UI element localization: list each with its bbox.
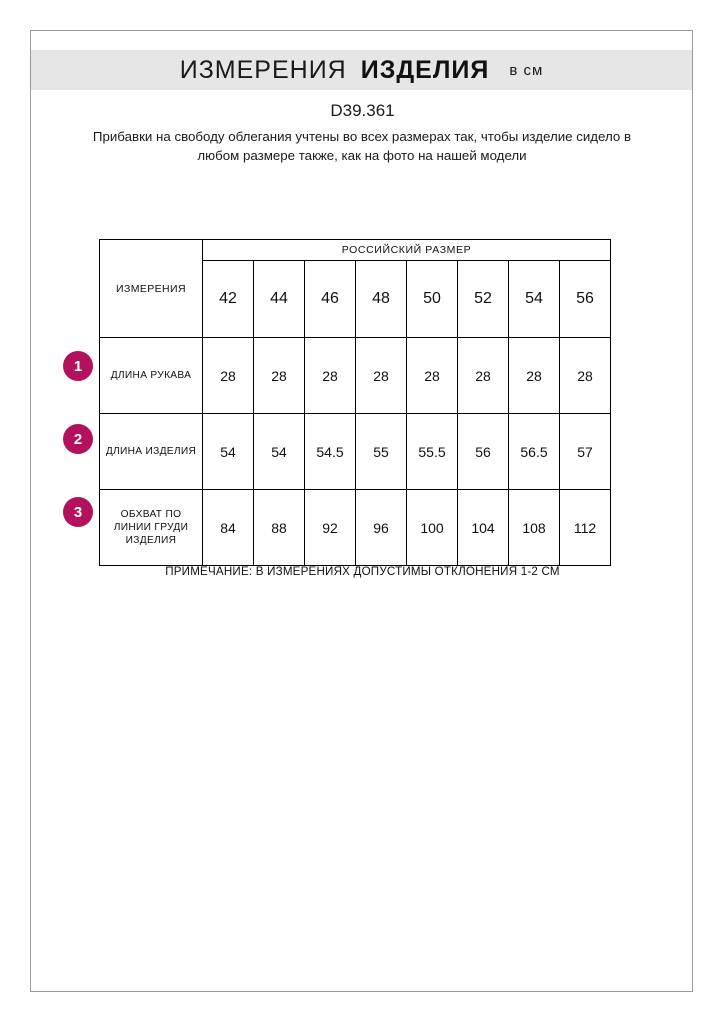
measurement-badge-2: 2 <box>63 424 93 454</box>
cell-chest-44: 88 <box>254 490 305 566</box>
header-title-light: ИЗМЕРЕНИЯ <box>179 55 347 84</box>
cell-chest-56: 112 <box>560 490 611 566</box>
size-header-46: 46 <box>305 261 356 338</box>
cell-chest-52: 104 <box>458 490 509 566</box>
size-header-48: 48 <box>356 261 407 338</box>
cell-length-42: 54 <box>203 414 254 490</box>
row-label-chest-girth: ОБХВАТ ПО ЛИНИИ ГРУДИ ИЗДЕЛИЯ <box>100 490 203 566</box>
table-row <box>100 490 611 566</box>
cell-sleeve-56: 28 <box>560 338 611 414</box>
cell-chest-46: 92 <box>305 490 356 566</box>
row-label-sleeve-length: ДЛИНА РУКАВА <box>100 338 203 414</box>
cell-chest-48: 96 <box>356 490 407 566</box>
cell-sleeve-44: 28 <box>254 338 305 414</box>
cell-sleeve-52: 28 <box>458 338 509 414</box>
cell-sleeve-46: 28 <box>305 338 356 414</box>
intro-paragraph: Прибавки на свободу облегания учтены во всех размерах так, чтобы изделие сидело в любом размере также, как на фото на нашей модели <box>92 129 632 163</box>
cell-sleeve-48: 28 <box>356 338 407 414</box>
header-unit: в см <box>509 61 544 79</box>
table-header-group-row <box>100 240 611 261</box>
size-header-50: 50 <box>407 261 458 338</box>
size-header-42: 42 <box>203 261 254 338</box>
table-group-header: РОССИЙСКИЙ РАЗМЕР <box>203 240 611 261</box>
cell-length-44: 54 <box>254 414 305 490</box>
size-header-44: 44 <box>254 261 305 338</box>
cell-length-50: 55.5 <box>407 414 458 490</box>
measurement-badge-1: 1 <box>63 351 93 381</box>
table-corner-header: ИЗМЕРЕНИЯ <box>100 240 203 338</box>
header-title-bold: ИЗДЕЛИЯ <box>360 55 490 84</box>
cell-length-46: 54.5 <box>305 414 356 490</box>
tolerance-note: ПРИМЕЧАНИЕ: В ИЗМЕРЕНИЯХ ДОПУСТИМЫ ОТКЛОНЕНИЯ 1-2 СМ <box>165 565 560 578</box>
cell-length-52: 56 <box>458 414 509 490</box>
table-row <box>100 338 611 414</box>
cell-length-56: 57 <box>560 414 611 490</box>
cell-length-48: 55 <box>356 414 407 490</box>
cell-chest-42: 84 <box>203 490 254 566</box>
size-header-54: 54 <box>509 261 560 338</box>
size-header-56: 56 <box>560 261 611 338</box>
cell-chest-54: 108 <box>509 490 560 566</box>
table-row <box>100 414 611 490</box>
cell-sleeve-50: 28 <box>407 338 458 414</box>
size-measurements-table <box>99 239 611 566</box>
row-label-garment-length: ДЛИНА ИЗДЕЛИЯ <box>100 414 203 490</box>
article-code: D39.361 <box>330 101 395 120</box>
cell-chest-50: 100 <box>407 490 458 566</box>
measurement-badge-3: 3 <box>63 497 93 527</box>
cell-sleeve-42: 28 <box>203 338 254 414</box>
cell-sleeve-54: 28 <box>509 338 560 414</box>
header-band <box>31 50 692 90</box>
cell-length-54: 56.5 <box>509 414 560 490</box>
size-header-52: 52 <box>458 261 509 338</box>
